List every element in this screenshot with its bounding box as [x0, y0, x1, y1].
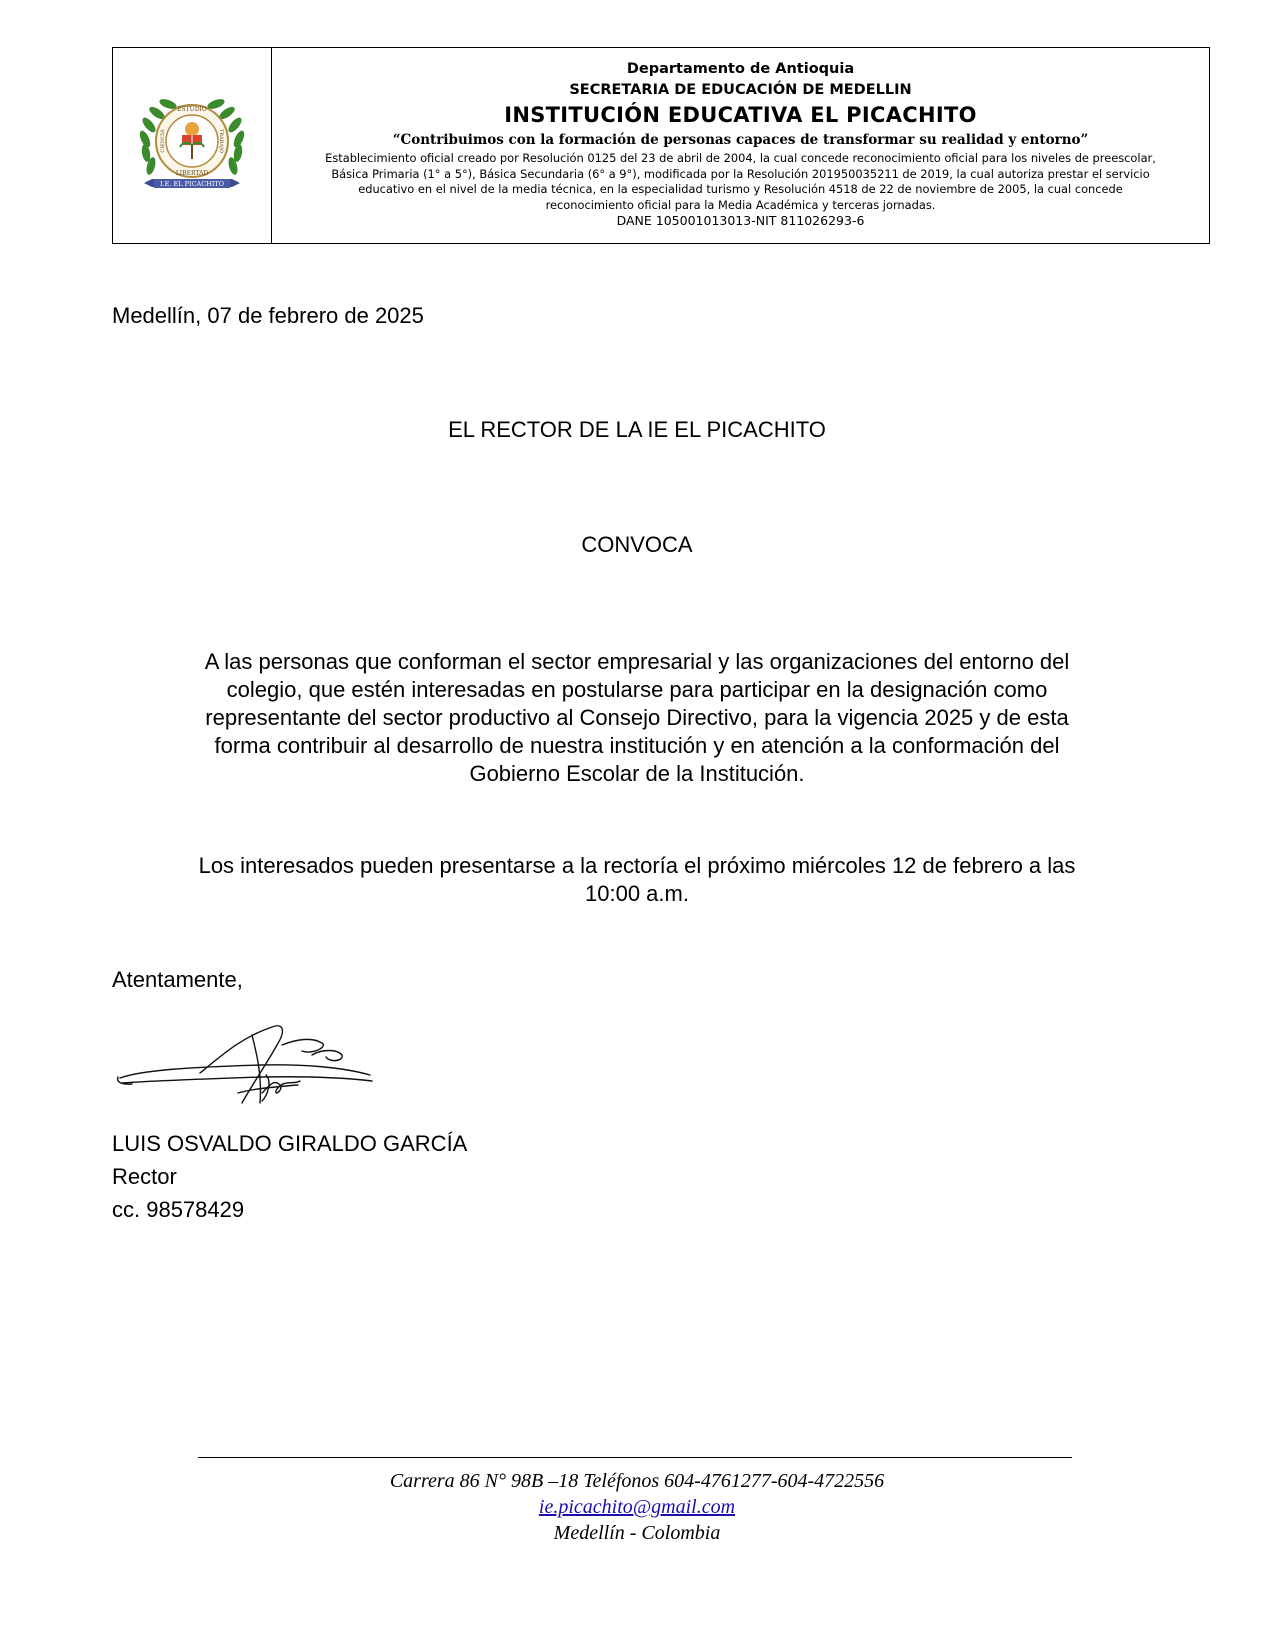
establishment-line: Básica Primaria (1° a 5°), Básica Secundaria (6° a 9°), modificada por la Resolución 201950035211 de 2019, la cual autoriza prestar el servicio [331, 166, 1150, 181]
body-line: forma contribuir al desarrollo de nuestra institución y en atención a la conformación del [214, 733, 1060, 758]
letter-action: CONVOCA [581, 532, 693, 557]
letter-title: EL RECTOR DE LA IE EL PICACHITO [448, 417, 826, 442]
establishment-line: reconocimiento oficial para la Media Académica y terceras jornadas. [545, 197, 936, 212]
svg-text:LIBERTAD: LIBERTAD [175, 169, 209, 177]
body-line: representante del sector productivo al Consejo Directivo, para la vigencia 2025 y de esta [205, 705, 1069, 730]
footer-email-row [112, 1494, 1162, 1520]
department-name: Departamento de Antioquia [626, 61, 855, 77]
dane-nit: DANE 105001013013-NIT 811026293-6 [616, 213, 865, 228]
signer-id: cc. 98578429 [112, 1197, 245, 1222]
institution-motto: “Contribuimos con la formación de personas capaces de transformar su realidad y entorno” [392, 132, 1089, 148]
establishment-text [272, 151, 1209, 213]
notice-line: 10:00 a.m. [585, 881, 689, 906]
body-line: A las personas que conforman el sector empresarial y las organizaciones del entorno del [204, 649, 1070, 674]
logo-cell [113, 48, 272, 243]
body-line: colegio, que estén interesadas en postularse para participar en la designación como [226, 677, 1048, 702]
signer-name: LUIS OSVALDO GIRALDO GARCÍA [112, 1131, 468, 1156]
svg-text:CIENCIA: CIENCIA [160, 128, 166, 153]
handwritten-signature [112, 1015, 382, 1115]
letterhead [112, 47, 1210, 244]
establishment-line: educativo en el nivel de la media técnica, en la especialidad turismo y Resolución 4518 de 22 de noviembre de 2005, la cual concede [358, 182, 1123, 196]
footer-address: Carrera 86 N° 98B –18 Teléfonos 604-4761277-604-4722556 [389, 1470, 885, 1492]
letterhead-info [272, 48, 1209, 243]
footer-divider [198, 1457, 1072, 1458]
footer-email-link[interactable]: ie.picachito@gmail.com [538, 1496, 736, 1518]
letter-date: Medellín, 07 de febrero de 2025 [112, 303, 424, 328]
signer-role: Rector [112, 1164, 177, 1189]
secretaria-name: SECRETARIA DE EDUCACIÓN DE MEDELLIN [569, 82, 912, 98]
letter-body [112, 648, 1162, 788]
establishment-line: Establecimiento oficial creado por Resolución 0125 del 23 de abril de 2004, la cual concede reconocimiento oficial para los niveles de preescolar, [325, 151, 1156, 165]
institution-name: INSTITUCIÓN EDUCATIVA EL PICACHITO [504, 103, 977, 127]
footer-city: Medellín - Colombia [553, 1522, 721, 1544]
school-crest-logo [132, 91, 252, 201]
svg-text:I.E. EL PICACHITO: I.E. EL PICACHITO [159, 179, 225, 188]
letter-closing: Atentamente, [112, 967, 243, 992]
body-line: Gobierno Escolar de la Institución. [469, 761, 805, 786]
svg-text:ESTUDIO: ESTUDIO [177, 105, 207, 113]
notice-line: Los interesados pueden presentarse a la rectoría el próximo miércoles 12 de febrero a las [198, 853, 1076, 878]
svg-text:TRABAJO: TRABAJO [218, 128, 224, 153]
letter-notice [112, 852, 1162, 908]
